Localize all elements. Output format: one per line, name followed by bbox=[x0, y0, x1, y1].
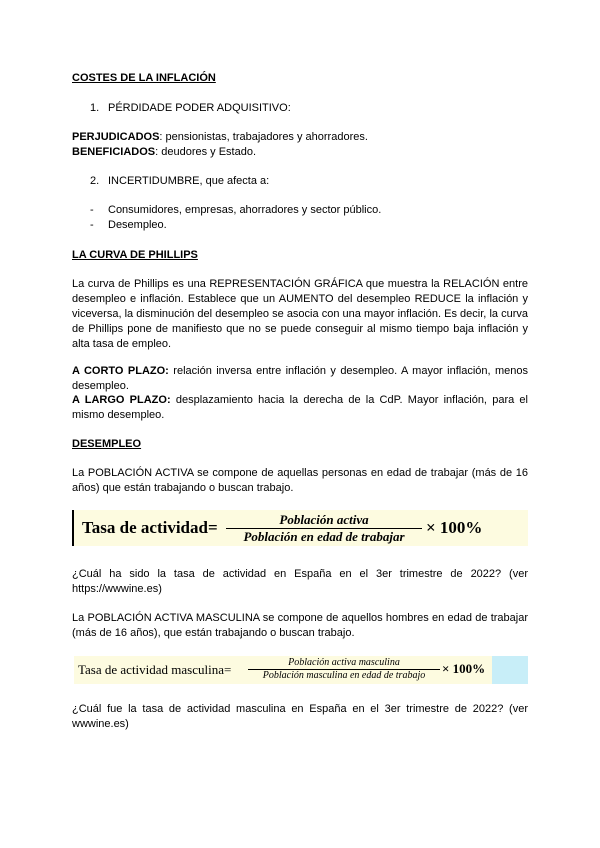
poblacion-masculina-paragraph: La POBLACIÓN ACTIVA MASCULINA se compone de aquellos hombres en edad de trabajar (más de 16 años), que están trabajando o buscan trabajo. bbox=[72, 612, 528, 639]
formula-lhs: Tasa de actividad masculina= bbox=[78, 662, 232, 677]
poblacion-activa-paragraph: La POBLACIÓN ACTIVA se compone de aquellas personas en edad de trabajar (más de 16 años) que están trabajando o buscan trabajo. bbox=[72, 467, 528, 494]
item-number: 2. bbox=[90, 175, 100, 187]
bullet-dash: - bbox=[90, 204, 94, 216]
largo-plazo-paragraph bbox=[72, 393, 528, 423]
item-text: INCERTIDUMBRE, que afecta a: bbox=[108, 175, 270, 187]
perjudicados-line bbox=[72, 130, 528, 145]
corto-plazo-paragraph bbox=[72, 364, 528, 394]
highlight-cell bbox=[492, 656, 528, 684]
largo-plazo-label: A LARGO PLAZO: bbox=[72, 394, 171, 406]
perjudicados-label: PERJUDICADOS bbox=[72, 131, 160, 143]
costes-heading: COSTES DE LA INFLACIÓN bbox=[72, 72, 216, 84]
formula-numerator: Población activa bbox=[279, 512, 369, 527]
corto-plazo-label: A CORTO PLAZO: bbox=[72, 365, 169, 377]
corto-plazo-text: relación inversa entre inflación y desempleo. A mayor inflación, menos desempleo. bbox=[72, 365, 529, 392]
formula-denominator: Población en edad de trabajar bbox=[243, 529, 405, 544]
formula-numerator: Población activa masculina bbox=[288, 657, 400, 668]
phillips-paragraph: La curva de Phillips es una REPRESENTACIÓN GRÁFICA que muestra la RELACIÓN entre desempleo e inflación. Establece que un AUMENTO del desempleo REDUCE la inflación y viceversa, la disminución del desempleo se asocia con una mayor inflación. Es decir, la curva de Phillips pone de manifiesto que no se puede conseguir al mismo tiempo baja inflación y alta tasa de empleo. bbox=[72, 278, 528, 350]
item-number: 1. bbox=[90, 102, 100, 114]
bullet-text: Desempleo. bbox=[108, 219, 167, 231]
item-text: PÉRDIDADE PODER ADQUISITIVO: bbox=[108, 102, 291, 114]
tasa-actividad-formula bbox=[72, 510, 528, 546]
bullet-text: Consumidores, empresas, ahorradores y sector público. bbox=[108, 204, 382, 216]
formula-rhs: × 100% bbox=[426, 518, 483, 537]
beneficiados-text: : deudores y Estado. bbox=[155, 146, 257, 158]
question-1: ¿Cuál ha sido la tasa de actividad en España en el 3er trimestre de 2022? (ver https://wwwine.es) bbox=[72, 568, 528, 595]
largo-plazo-text: desplazamiento hacia la derecha de la CdP. Mayor inflación, para el mismo desempleo. bbox=[72, 394, 528, 421]
desempleo-heading: DESEMPLEO bbox=[72, 438, 142, 450]
tasa-actividad-masculina-formula bbox=[74, 656, 528, 684]
question-2: ¿Cuál fue la tasa de actividad masculina en España en el 3er trimestre de 2022? (ver wwwine.es) bbox=[72, 703, 528, 730]
beneficiados-label: BENEFICIADOS bbox=[72, 146, 156, 158]
formula-lhs: Tasa de actividad= bbox=[82, 518, 218, 537]
beneficiados-line bbox=[72, 145, 528, 160]
formula-denominator: Población masculina en edad de trabajo bbox=[262, 670, 426, 681]
formula-fraction bbox=[248, 657, 440, 682]
phillips-heading: LA CURVA DE PHILLIPS bbox=[72, 249, 198, 261]
perjudicados-text: : pensionistas, trabajadores y ahorradores. bbox=[159, 131, 368, 143]
formula-rhs: × 100% bbox=[442, 661, 486, 676]
formula-fraction bbox=[226, 512, 422, 545]
bullet-dash: - bbox=[90, 219, 94, 231]
